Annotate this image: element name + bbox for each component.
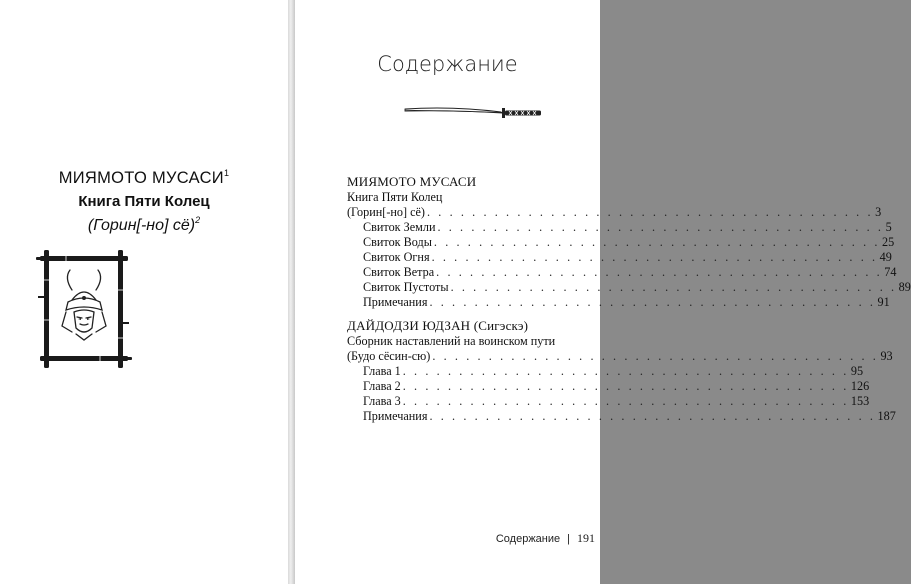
toc-entry-label: Свиток Воды — [363, 235, 432, 249]
toc-leader-dots: . . . . . . . . . . . . . . . . . . . . . . . . . . . . . . . . . . . . . . . . — [402, 394, 849, 408]
book-title: Книга Пяти Колец — [78, 193, 210, 210]
toc-section-author: МИЯМОТО МУСАСИ — [347, 174, 477, 189]
toc-leader-dots: . . . . . . . . . . . . . . . . . . . . . . . . . . . . . . . . . . . . . . . . — [450, 280, 897, 294]
toc-entry[interactable] — [347, 205, 882, 220]
toc-entry-label: Свиток Пустоты — [363, 280, 449, 294]
toc-entry-label: Свиток Ветра — [363, 265, 435, 279]
toc-page-number: 187 — [877, 409, 896, 423]
toc-page-number: 74 — [884, 265, 897, 279]
toc-entry-label: Глава 2 — [363, 379, 401, 393]
table-of-contents — [347, 174, 911, 424]
page-number: 191 — [577, 531, 595, 545]
toc-page-number: 89 — [898, 280, 911, 294]
toc-leader-dots: . . . . . . . . . . . . . . . . . . . . . . . . . . . . . . . . . . . . . . . . — [402, 364, 849, 378]
author-text: МИЯМОТО МУСАСИ — [58, 169, 224, 187]
contents-heading: Содержание — [377, 52, 518, 76]
book-subtitle — [0, 215, 288, 235]
author-name — [0, 168, 288, 188]
toc-entry-label: (Горин[-но] сё) — [347, 205, 425, 219]
toc-entry[interactable] — [347, 220, 892, 235]
toc-entry[interactable] — [347, 379, 870, 394]
toc-page-number: 153 — [850, 394, 870, 408]
toc-leader-dots: . . . . . . . . . . . . . . . . . . . . . . . . . . . . . . . . . . . . . . . . — [436, 265, 883, 279]
toc-page-number: 25 — [882, 235, 895, 249]
katana-sword-icon — [403, 104, 543, 122]
toc-work-title: Сборник наставлений на воинском пути — [347, 334, 556, 348]
toc-leader-dots: . . . . . . . . . . . . . . . . . . . . . . . . . . . . . . . . . . . . . . . . — [433, 235, 881, 249]
toc-entry[interactable] — [347, 235, 895, 250]
toc-entry-label: Примечания — [363, 295, 428, 309]
toc-page-number: 95 — [850, 364, 864, 378]
book-gutter — [288, 0, 295, 584]
toc-entry[interactable] — [347, 364, 864, 379]
toc-page-number: 49 — [879, 250, 892, 264]
toc-entry[interactable] — [347, 394, 870, 409]
subtitle-text: (Горин[-но] сё) — [87, 217, 196, 234]
toc-entry[interactable] — [347, 349, 893, 364]
footer-separator: | — [567, 533, 570, 545]
toc-entry-label: Глава 3 — [363, 394, 401, 408]
toc-entry-label: Глава 1 — [363, 364, 401, 378]
page-footer — [495, 531, 595, 546]
toc-entry-label: Свиток Огня — [363, 250, 430, 264]
toc-page-number: 5 — [885, 220, 892, 234]
toc-entry[interactable] — [347, 250, 892, 265]
author-footnote-mark: 1 — [223, 168, 230, 178]
toc-leader-dots: . . . . . . . . . . . . . . . . . . . . . . . . . . . . . . . . . . . . . . . . — [429, 295, 876, 309]
toc-work-title: Книга Пяти Колец — [347, 190, 443, 204]
toc-page-number: 3 — [875, 205, 882, 219]
toc-entry-label: (Будо сёсин-сю) — [347, 349, 431, 363]
running-title: Содержание — [495, 533, 561, 545]
toc-leader-dots: . . . . . . . . . . . . . . . . . . . . . . . . . . . . . . . . . . . . . . . . — [431, 250, 878, 264]
right-page — [295, 0, 911, 584]
toc-entry[interactable] — [347, 265, 897, 280]
toc-entry[interactable] — [347, 295, 890, 310]
toc-leader-dots: . . . . . . . . . . . . . . . . . . . . . . . . . . . . . . . . . . . . . . . . — [432, 349, 879, 363]
toc-page-number: 126 — [850, 379, 870, 393]
toc-leader-dots: . . . . . . . . . . . . . . . . . . . . . . . . . . . . . . . . . . . . . . . . — [429, 409, 876, 423]
samurai-helmet-frame-icon — [36, 250, 132, 370]
toc-entry-label: Примечания — [363, 409, 428, 423]
left-page — [0, 0, 288, 584]
section-gap — [347, 310, 597, 318]
toc-page-number: 91 — [877, 295, 890, 309]
toc-entry-label: Свиток Земли — [363, 220, 436, 234]
toc-page-number: 93 — [880, 349, 893, 363]
toc-entry[interactable] — [347, 409, 896, 424]
toc-leader-dots: . . . . . . . . . . . . . . . . . . . . . . . . . . . . . . . . . . . . . . . . — [437, 220, 884, 234]
toc-leader-dots: . . . . . . . . . . . . . . . . . . . . . . . . . . . . . . . . . . . . . . . . — [402, 379, 849, 393]
toc-entry[interactable] — [347, 280, 911, 295]
toc-section-author: ДАЙДОДЗИ ЮДЗАН (Сигэскэ) — [347, 318, 529, 333]
subtitle-footnote-mark: 2 — [195, 215, 201, 225]
toc-leader-dots: . . . . . . . . . . . . . . . . . . . . . . . . . . . . . . . . . . . . . . . . — [426, 205, 874, 219]
